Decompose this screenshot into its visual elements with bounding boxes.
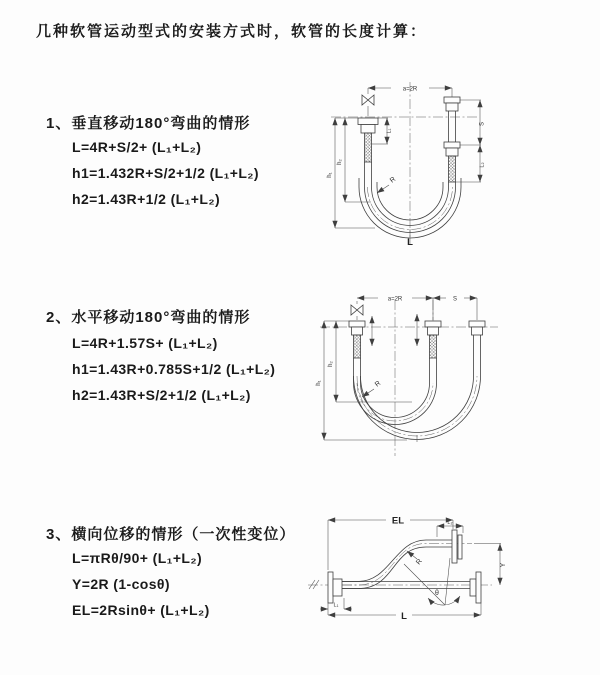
- section-3-formula-l: L=πRθ/90+ (L₁+L₂): [72, 550, 203, 566]
- dimension-annotations: [327, 87, 486, 249]
- dim-label-y: Y: [500, 562, 507, 568]
- section-3-formula-el: EL=2Rsinθ+ (L₁+L₂): [72, 602, 210, 618]
- page-title: 几种软管运动型式的安装方式时，软管的长度计算：: [36, 23, 428, 40]
- dim-label-l2: L₂: [479, 162, 486, 168]
- radius-label: R: [373, 379, 383, 389]
- dim-label-l1: L₁: [386, 128, 393, 134]
- dim-label-l2: L₂: [447, 520, 453, 526]
- dim-label-a2r: a=2R: [387, 296, 403, 303]
- radius-label: R: [388, 175, 398, 185]
- dim-label-l: L: [401, 611, 407, 622]
- section-2-formula-h2: h2=1.43R+S/2+1/2 (L₁+L₂): [72, 387, 251, 403]
- angle-label: θ: [435, 590, 439, 597]
- diagram-lateral-displacement: [300, 502, 600, 654]
- dim-label-s: S: [452, 296, 458, 303]
- section-2-heading: 2、水平移动180°弯曲的情形: [46, 309, 251, 326]
- hose-assembly: [358, 97, 461, 238]
- valve-icon: [351, 305, 363, 315]
- dim-label-h2: h₂: [328, 361, 334, 367]
- dim-label-h1: h₁: [327, 172, 333, 178]
- section-3-formula-y: Y=2R (1-cosθ): [72, 576, 170, 592]
- valve-icon: [362, 95, 374, 105]
- dim-label-h2: h₂: [337, 159, 343, 165]
- hose-assembly: [328, 530, 481, 603]
- dim-label-s: S: [479, 121, 486, 127]
- dim-label-a2r: a=2R: [402, 86, 418, 93]
- dim-label-h1: h₁: [316, 380, 322, 386]
- diagram-horizontal-180-bend: [312, 288, 600, 460]
- section-1-formula-l: L=4R+S/2+ (L₁+L₂): [72, 139, 202, 155]
- dimension-annotations: [320, 516, 507, 623]
- diagram-vertical-180-bend: [315, 78, 595, 248]
- section-2-formula-h1: h1=1.43R+0.785S+1/2 (L₁+L₂): [72, 361, 276, 377]
- dim-label-el: EL: [391, 515, 405, 527]
- radius-label: R: [415, 557, 424, 567]
- dim-label-l1: L₁: [333, 602, 339, 609]
- section-1-formula-h1: h1=1.432R+S/2+1/2 (L₁+L₂): [72, 165, 259, 181]
- break-mark-icon: [309, 580, 319, 589]
- section-2-formula-l: L=4R+1.57S+ (L₁+L₂): [72, 335, 218, 351]
- section-3-heading: 3、横向位移的情形（一次性变位）: [46, 526, 296, 543]
- dim-label-l: L: [407, 237, 413, 248]
- section-1-formula-h2: h2=1.43R+1/2 (L₁+L₂): [72, 191, 221, 207]
- section-1-heading: 1、垂直移动180°弯曲的情形: [46, 115, 251, 132]
